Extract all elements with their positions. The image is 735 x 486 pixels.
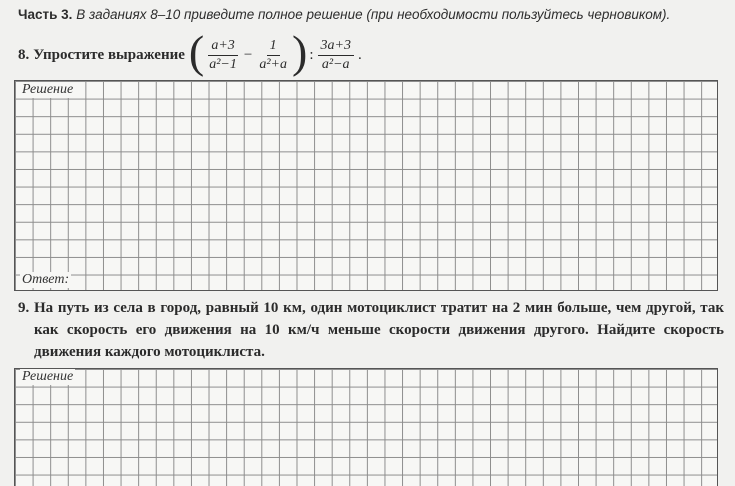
- fraction-2-numerator: 1: [267, 38, 280, 56]
- solution-label-8: Решение: [22, 82, 74, 97]
- task-9: [18, 297, 724, 363]
- fraction-1-numerator: a+3: [208, 38, 237, 56]
- task-8-text: Упростите выражение: [33, 46, 185, 63]
- part-instruction: В заданиях 8–10 приведите полное решение (при необходимости пользуйтесь черновиком).: [76, 7, 671, 22]
- right-paren: ): [292, 26, 308, 77]
- division-sign: :: [309, 46, 314, 63]
- fraction-1-denominator: a²−1: [209, 56, 237, 72]
- part-label: Часть 3.: [18, 7, 73, 22]
- answer-label-8: Ответ:: [22, 272, 70, 287]
- fraction-3: [318, 38, 354, 73]
- task-8: [18, 26, 364, 79]
- fraction-3-numerator: 3a+3: [318, 38, 354, 56]
- part-heading: [18, 7, 670, 22]
- task-9-text: На путь из села в город, равный 10 км, один мотоциклист тратит на 2 мин больше, чем другой, так как скорость его движения на 10 км/ч меньше скорости движения другого. Найдите скорость движения каждого мотоциклиста.: [34, 300, 724, 360]
- fraction-3-denominator: a²−a: [321, 56, 350, 72]
- fraction-2-denominator: a²+a: [259, 56, 287, 72]
- task-8-number: 8.: [18, 46, 30, 63]
- fraction-2: [256, 38, 290, 73]
- solution-label-9: Решение: [22, 369, 74, 384]
- period: .: [357, 46, 362, 63]
- fraction-1: [206, 38, 240, 73]
- solution-grid-9[interactable]: [14, 368, 718, 486]
- minus-sign: −: [243, 46, 253, 63]
- solution-grid-8[interactable]: [14, 80, 718, 291]
- task-9-number: 9.: [18, 300, 30, 316]
- left-paren: (: [188, 26, 205, 77]
